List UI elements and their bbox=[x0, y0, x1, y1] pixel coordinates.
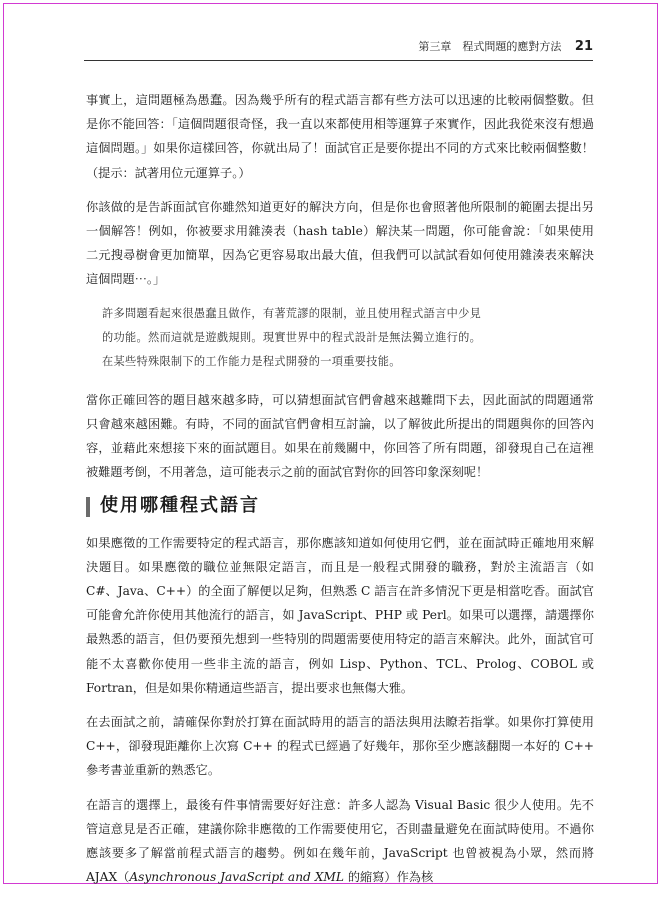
paragraph-6-part-2: 的縮寫）作為核 bbox=[343, 870, 434, 885]
header-rule bbox=[84, 60, 593, 61]
page-number: 21 bbox=[574, 39, 593, 54]
paragraph-3: 當你正確回答的題目越來越多時，可以猜想面試官們會越來越難問下去，因此面試的問題通常只會越來越困難。有時，不同的面試官們會相互討論，以了解彼此所提出的問題與你的回答內容，並藉此來想接下來的面試題目。如果在前幾關中，你回答了所有問題，卻發現自己在這裡被難題考倒，不用著急，這可能表示之前的面試官對你的回答印象深刻呢！ bbox=[86, 392, 594, 480]
section-heading bbox=[86, 494, 594, 518]
paragraph-6 bbox=[86, 793, 594, 890]
running-header bbox=[84, 38, 593, 60]
section-heading-text: 使用哪種程式語言 bbox=[100, 495, 260, 517]
note-line: 的功能。然而這就是遊戲規則。現實世界中的程式設計是無法獨立進行的。 bbox=[102, 330, 482, 344]
note-block bbox=[102, 302, 594, 374]
paragraph-1: 事實上，這問題極為愚蠢。因為幾乎所有的程式語言都有些方法可以迅速的比較兩個整數。但是你不能回答：「這個問題很奇怪，我一直以來都使用相等運算子來實作，因此我從來沒有想過這個問題。」如果你這樣回答，你就出局了！面試官正是要你提出不同的方式來比較兩個整數！（提示：試著用位元運算子。） bbox=[86, 93, 594, 180]
paragraph-5: 在去面試之前，請確保你對於打算在面試時用的語言的語法與用法瞭若指掌。如果你打算使用 C++，卻發現距離你上次寫 C++ 的程式已經過了好幾年，那你至少應該翻閱一本好的 C++ 參考書並重新的熟悉它。 bbox=[86, 715, 594, 778]
paragraph-2: 你該做的是告訴面試官你雖然知道更好的解決方向，但是你也會照著他所限制的範圍去提出另一個解答！例如，你被要求用雜湊表（hash table）解決某一問題，你可能會說：「如果使用二元搜尋樹會更加簡單，因為它更容易取出最大值，但我們可以試試看如何使用雜湊表來解決這個問題⋯。」 bbox=[86, 199, 594, 287]
note-line: 許多問題看起來很愚蠢且做作，有著荒謬的限制，並且使用程式語言中少見 bbox=[102, 306, 482, 320]
paragraph-6-part-1: 在語言的選擇上，最後有件事情需要好好注意：許多人認為 Visual Basic 很少人使用。先不管這意見是否正確，建議你除非應徵的工作需要使用它，否則盡量避免在面試時使用。不過你應該要多了解當前程式語言的趨勢。例如在幾年前，JavaScript 也曾被視為小眾，然而將 AJAX（ bbox=[86, 797, 594, 885]
section-bar-marker bbox=[86, 497, 90, 517]
paragraph-4: 如果應徵的工作需要特定的程式語言，那你應該知道如何使用它們，並在面試時正確地用來解決題目。如果應徵的職位並無限定語言，而且是一般程式開發的職務，對於主流語言（如 C#、Java、C++）的全面了解便以足夠，但熟悉 C 語言在許多情況下更是相當吃香。面試官可能會允許你使用其他流行的語言，如 JavaScript、PHP 或 Perl。如果可以選擇，請選擇你最熟悉的語言，但仍要預先想到一些特別的問題需要使用特定的語言來解決。此外，面試官可能不太喜歡你使用一些非主流的語言，例如 Lisp、Python、TCL、Prolog、COBOL 或 Fortran，但是如果你精通這些語言，提出要求也無傷大雅。 bbox=[86, 535, 594, 695]
note-line: 在某些特殊限制下的工作能力是程式開發的一項重要技能。 bbox=[102, 354, 401, 368]
page-body bbox=[86, 88, 594, 899]
chapter-title: 第三章 程式問題的應對方法 bbox=[418, 40, 562, 53]
ajax-expansion: Asynchronous JavaScript and XML bbox=[129, 870, 344, 885]
